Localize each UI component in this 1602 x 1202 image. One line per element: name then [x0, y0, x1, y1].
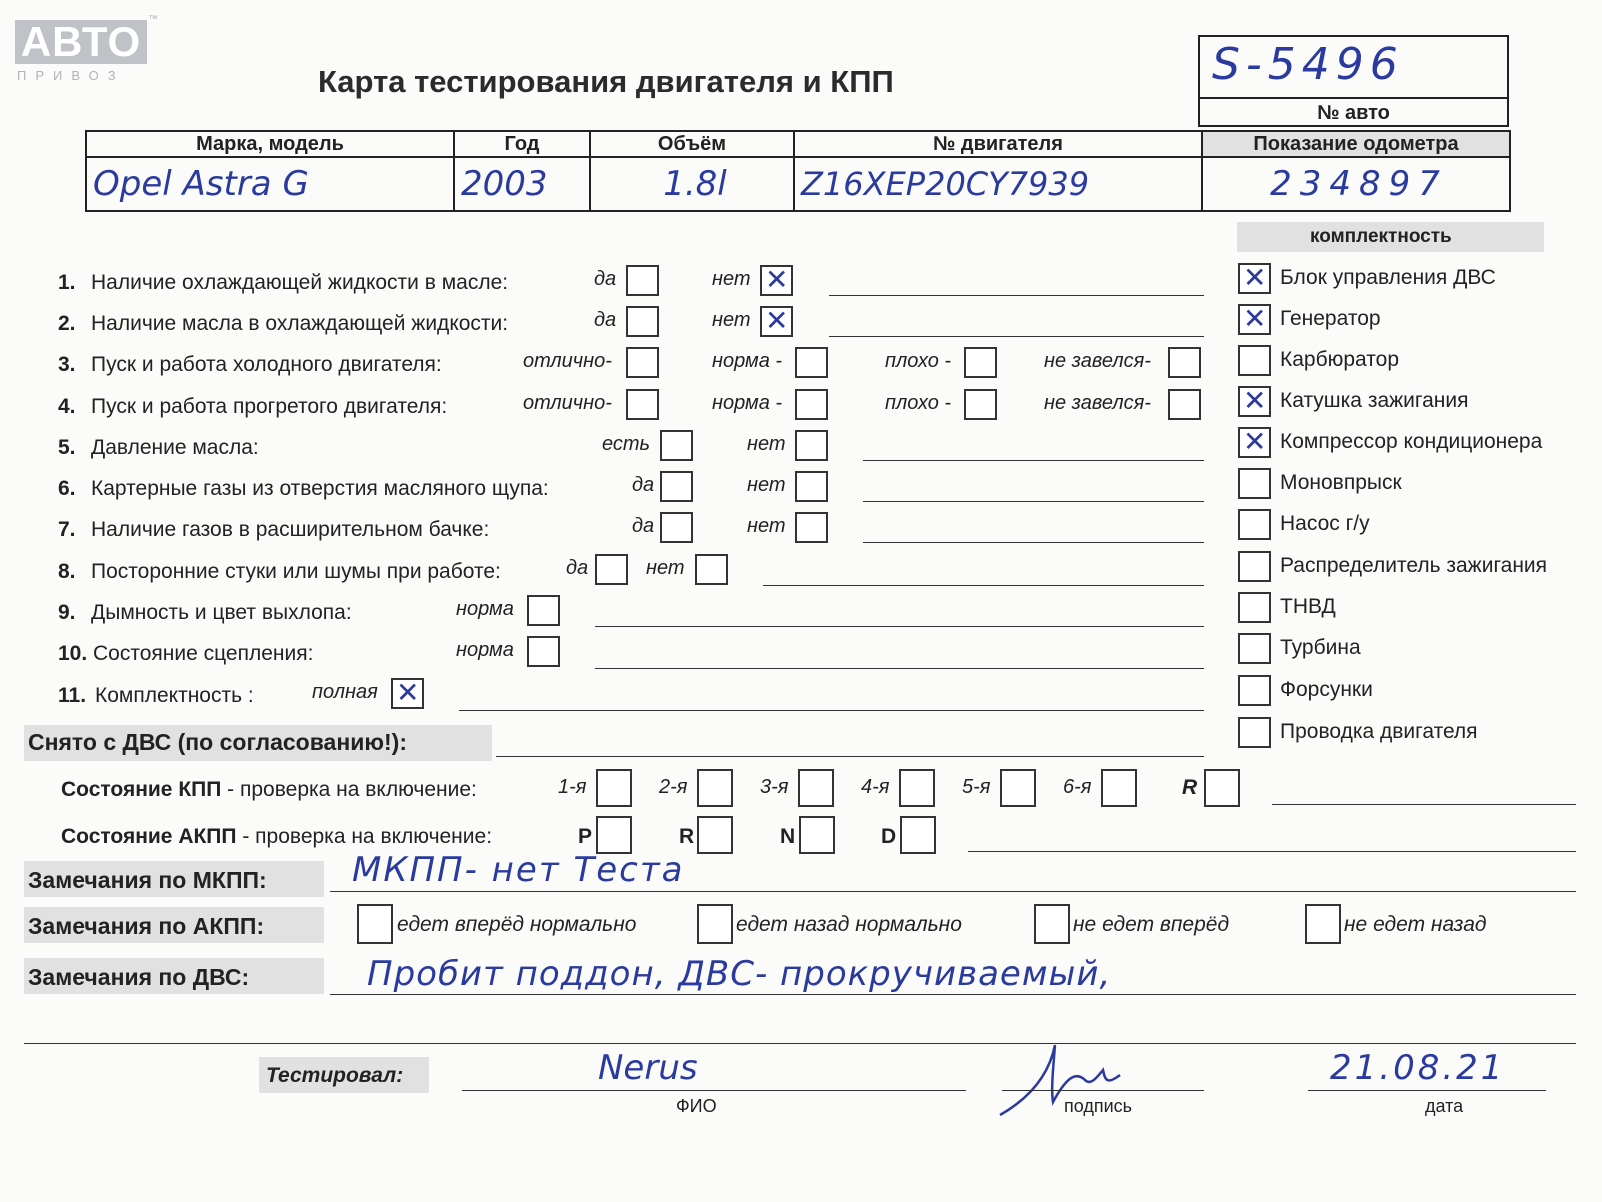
answer-checkbox[interactable] — [964, 389, 997, 420]
question-text: Комплектность : — [95, 684, 254, 707]
answer-checkbox[interactable] — [527, 595, 560, 626]
option-label: нет — [646, 557, 685, 579]
mkpp-remarks-value[interactable]: МКПП- нет Теста — [352, 850, 685, 890]
question-text: Пуск и работа холодного двигателя: — [91, 353, 442, 376]
question-number: 3. — [58, 353, 76, 376]
kit-checkbox[interactable] — [1238, 509, 1271, 540]
akpp-remark-checkbox[interactable] — [1034, 904, 1070, 944]
column-header: Объём — [657, 133, 727, 155]
kit-checkbox[interactable] — [1238, 263, 1271, 294]
answer-checkbox[interactable] — [626, 306, 659, 337]
gear-checkbox[interactable] — [1204, 769, 1240, 807]
kit-checkbox[interactable] — [1238, 345, 1271, 376]
option-label: полная — [312, 681, 378, 703]
option-label: да — [594, 309, 617, 331]
option-label: есть — [602, 433, 651, 455]
gear-label: 3-я — [760, 776, 789, 798]
column-header: Показание одометра — [1253, 133, 1459, 155]
answer-checkbox[interactable] — [964, 347, 997, 378]
question-number: 5. — [58, 436, 76, 459]
option-label: не завелся- — [1044, 350, 1151, 372]
answer-checkbox[interactable] — [795, 389, 828, 420]
answer-checkbox[interactable] — [760, 265, 793, 296]
kit-item-label: Блок управления ДВС — [1280, 266, 1496, 289]
kit-item-label: Катушка зажигания — [1280, 389, 1469, 412]
akpp-remark-option: не едет назад — [1344, 913, 1487, 936]
answer-checkbox[interactable] — [626, 347, 659, 378]
question-number: 6. — [58, 477, 76, 500]
option-label: нет — [747, 474, 786, 496]
akpp-remarks-label: Замечания по АКПП: — [28, 913, 265, 939]
gear-label: R — [1182, 776, 1198, 799]
option-label: отлично- — [523, 392, 612, 414]
kit-checkbox[interactable] — [1238, 592, 1271, 623]
kit-item-label: Распределитель зажигания — [1280, 554, 1548, 577]
answer-checkbox[interactable] — [660, 471, 693, 502]
gear-checkbox[interactable] — [900, 816, 936, 854]
akpp-remark-option: едет вперёд нормально — [397, 913, 637, 936]
gear-checkbox[interactable] — [798, 769, 834, 807]
question-text: Дымность и цвет выхлопа: — [91, 601, 352, 624]
kit-item-label: Моновпрыск — [1280, 471, 1402, 494]
answer-checkbox[interactable] — [626, 265, 659, 296]
gear-checkbox[interactable] — [596, 769, 632, 807]
answer-checkbox[interactable] — [795, 512, 828, 543]
question-text: Наличие масла в охлаждающей жидкости: — [91, 312, 509, 335]
option-label: нет — [747, 433, 786, 455]
answer-checkbox[interactable] — [795, 347, 828, 378]
kit-checkbox[interactable] — [1238, 427, 1271, 458]
signature-caption: подпись — [1064, 1096, 1133, 1116]
akpp-remark-checkbox[interactable] — [357, 904, 393, 944]
page-title: Карта тестирования двигателя и КПП — [318, 64, 894, 99]
option-label: да — [566, 557, 589, 579]
test-date[interactable]: 21.08.21 — [1330, 1048, 1506, 1088]
question-number: 11. — [58, 684, 87, 707]
auto-number-value: S-5496 — [1212, 39, 1404, 90]
option-label: норма - — [712, 392, 783, 414]
kit-checkbox[interactable] — [1238, 675, 1271, 706]
gear-checkbox[interactable] — [1101, 769, 1137, 807]
gear-label: 4-я — [861, 776, 890, 798]
model-value[interactable]: Opel Astra G — [93, 164, 309, 204]
question-text: Наличие газов в расширительном бачке: — [91, 518, 490, 541]
gear-checkbox[interactable] — [799, 816, 835, 854]
kit-item-label: Форсунки — [1280, 678, 1373, 701]
answer-checkbox[interactable] — [1168, 389, 1201, 420]
kit-checkbox[interactable] — [1238, 304, 1271, 335]
answer-checkbox[interactable] — [795, 471, 828, 502]
answer-checkbox[interactable] — [1168, 347, 1201, 378]
kit-checkbox[interactable] — [1238, 551, 1271, 582]
option-label: норма — [456, 598, 514, 620]
question-text: Пуск и работа прогретого двигателя: — [91, 395, 448, 418]
kit-item-label: Генератор — [1280, 307, 1381, 330]
gear-label: 6-я — [1063, 776, 1092, 798]
answer-checkbox[interactable] — [626, 389, 659, 420]
question-number: 9. — [58, 601, 76, 624]
gear-label: 5-я — [962, 776, 991, 798]
option-label: нет — [747, 515, 786, 537]
option-label: норма - — [712, 350, 783, 372]
gear-checkbox[interactable] — [697, 769, 733, 807]
answer-checkbox[interactable] — [695, 554, 728, 585]
name-caption: ФИО — [676, 1096, 717, 1116]
akpp-label: Состояние АКПП - проверка на включение: — [61, 825, 493, 848]
gear-checkbox[interactable] — [1000, 769, 1036, 807]
dvs-remarks-label: Замечания по ДВС: — [28, 964, 250, 990]
question-number: 7. — [58, 518, 76, 541]
kpp-label: Состояние КПП - проверка на включение: — [61, 778, 477, 801]
column-header: Марка, модель — [196, 133, 344, 155]
kit-item-label: Турбина — [1280, 636, 1361, 659]
question-number: 10. — [58, 642, 88, 665]
engine-number-value[interactable]: Z16XEP20CY7939 — [801, 165, 1090, 203]
question-text: Посторонние стуки или шумы при работе: — [91, 560, 501, 583]
gear-label: 1-я — [558, 776, 587, 798]
option-label: не завелся- — [1044, 392, 1151, 414]
akpp-remark-option: едет назад нормально — [736, 913, 962, 936]
question-number: 1. — [58, 271, 76, 294]
kit-item-label: ТНВД — [1280, 595, 1336, 618]
akpp-remark-checkbox[interactable] — [1305, 904, 1341, 944]
question-number: 4. — [58, 395, 76, 418]
akpp-remark-option: не едет вперёд — [1073, 913, 1230, 936]
column-header: Год — [504, 133, 540, 155]
question-number: 8. — [58, 560, 76, 583]
option-label: отлично- — [523, 350, 612, 372]
tester-name[interactable]: Nerus — [598, 1048, 698, 1088]
answer-checkbox[interactable] — [760, 306, 793, 337]
kit-item-label: Карбюратор — [1280, 348, 1400, 371]
logo-trademark: ™ — [148, 14, 158, 25]
option-label: нет — [712, 309, 751, 331]
answer-checkbox[interactable] — [795, 430, 828, 461]
kit-title: комплектность — [1310, 226, 1452, 247]
option-label: плохо - — [885, 350, 952, 372]
answer-checkbox[interactable] — [391, 678, 424, 709]
removed-label: Снято с ДВС (по согласованию!): — [28, 729, 407, 755]
gear-label: P — [578, 825, 593, 848]
kit-checkbox[interactable] — [1238, 717, 1271, 748]
gear-checkbox[interactable] — [697, 816, 733, 854]
mkpp-remarks-label: Замечания по МКПП: — [28, 867, 267, 893]
logo-subtitle: ПРИВОЗ — [17, 68, 125, 83]
answer-checkbox[interactable] — [527, 636, 560, 667]
answer-checkbox[interactable] — [660, 430, 693, 461]
auto-number-box — [1198, 35, 1509, 127]
question-text: Состояние сцепления: — [93, 642, 314, 665]
akpp-remark-checkbox[interactable] — [697, 904, 733, 944]
option-label: да — [632, 515, 655, 537]
question-text: Картерные газы из отверстия масляного щупа: — [91, 477, 549, 500]
tested-by-label: Тестировал: — [266, 1064, 404, 1087]
kit-checkbox[interactable] — [1238, 468, 1271, 499]
gear-label: 2-я — [659, 776, 688, 798]
option-label: плохо - — [885, 392, 952, 414]
gear-label: N — [780, 825, 796, 848]
question-text: Давление масла: — [91, 436, 259, 459]
gear-label: R — [679, 825, 695, 848]
column-header: № двигателя — [933, 133, 1063, 155]
kit-checkbox[interactable] — [1238, 633, 1271, 664]
auto-number-label: № авто — [1200, 97, 1507, 127]
question-number: 2. — [58, 312, 76, 335]
vehicle-info-table — [85, 130, 1511, 212]
odometer-value[interactable]: 234897 — [1270, 164, 1448, 204]
dvs-remarks-value[interactable]: Пробит поддон, ДВС- прокручиваемый, — [367, 954, 1112, 994]
year-value[interactable]: 2003 — [461, 164, 548, 204]
volume-value[interactable]: 1.8l — [663, 164, 727, 204]
date-caption: дата — [1425, 1096, 1464, 1116]
option-label: да — [594, 268, 617, 290]
answer-checkbox[interactable] — [660, 512, 693, 543]
kit-item-label: Компрессор кондиционера — [1280, 430, 1543, 453]
gear-label: D — [881, 825, 897, 848]
answer-checkbox[interactable] — [595, 554, 628, 585]
option-label: нет — [712, 268, 751, 290]
gear-checkbox[interactable] — [596, 816, 632, 854]
option-label: да — [632, 474, 655, 496]
kit-checkbox[interactable] — [1238, 386, 1271, 417]
option-label: норма — [456, 639, 514, 661]
logo: АВТО — [15, 20, 147, 64]
question-text: Наличие охлаждающей жидкости в масле: — [91, 271, 509, 294]
kit-item-label: Проводка двигателя — [1280, 720, 1478, 743]
kit-item-label: Насос г/у — [1280, 512, 1370, 535]
gear-checkbox[interactable] — [899, 769, 935, 807]
